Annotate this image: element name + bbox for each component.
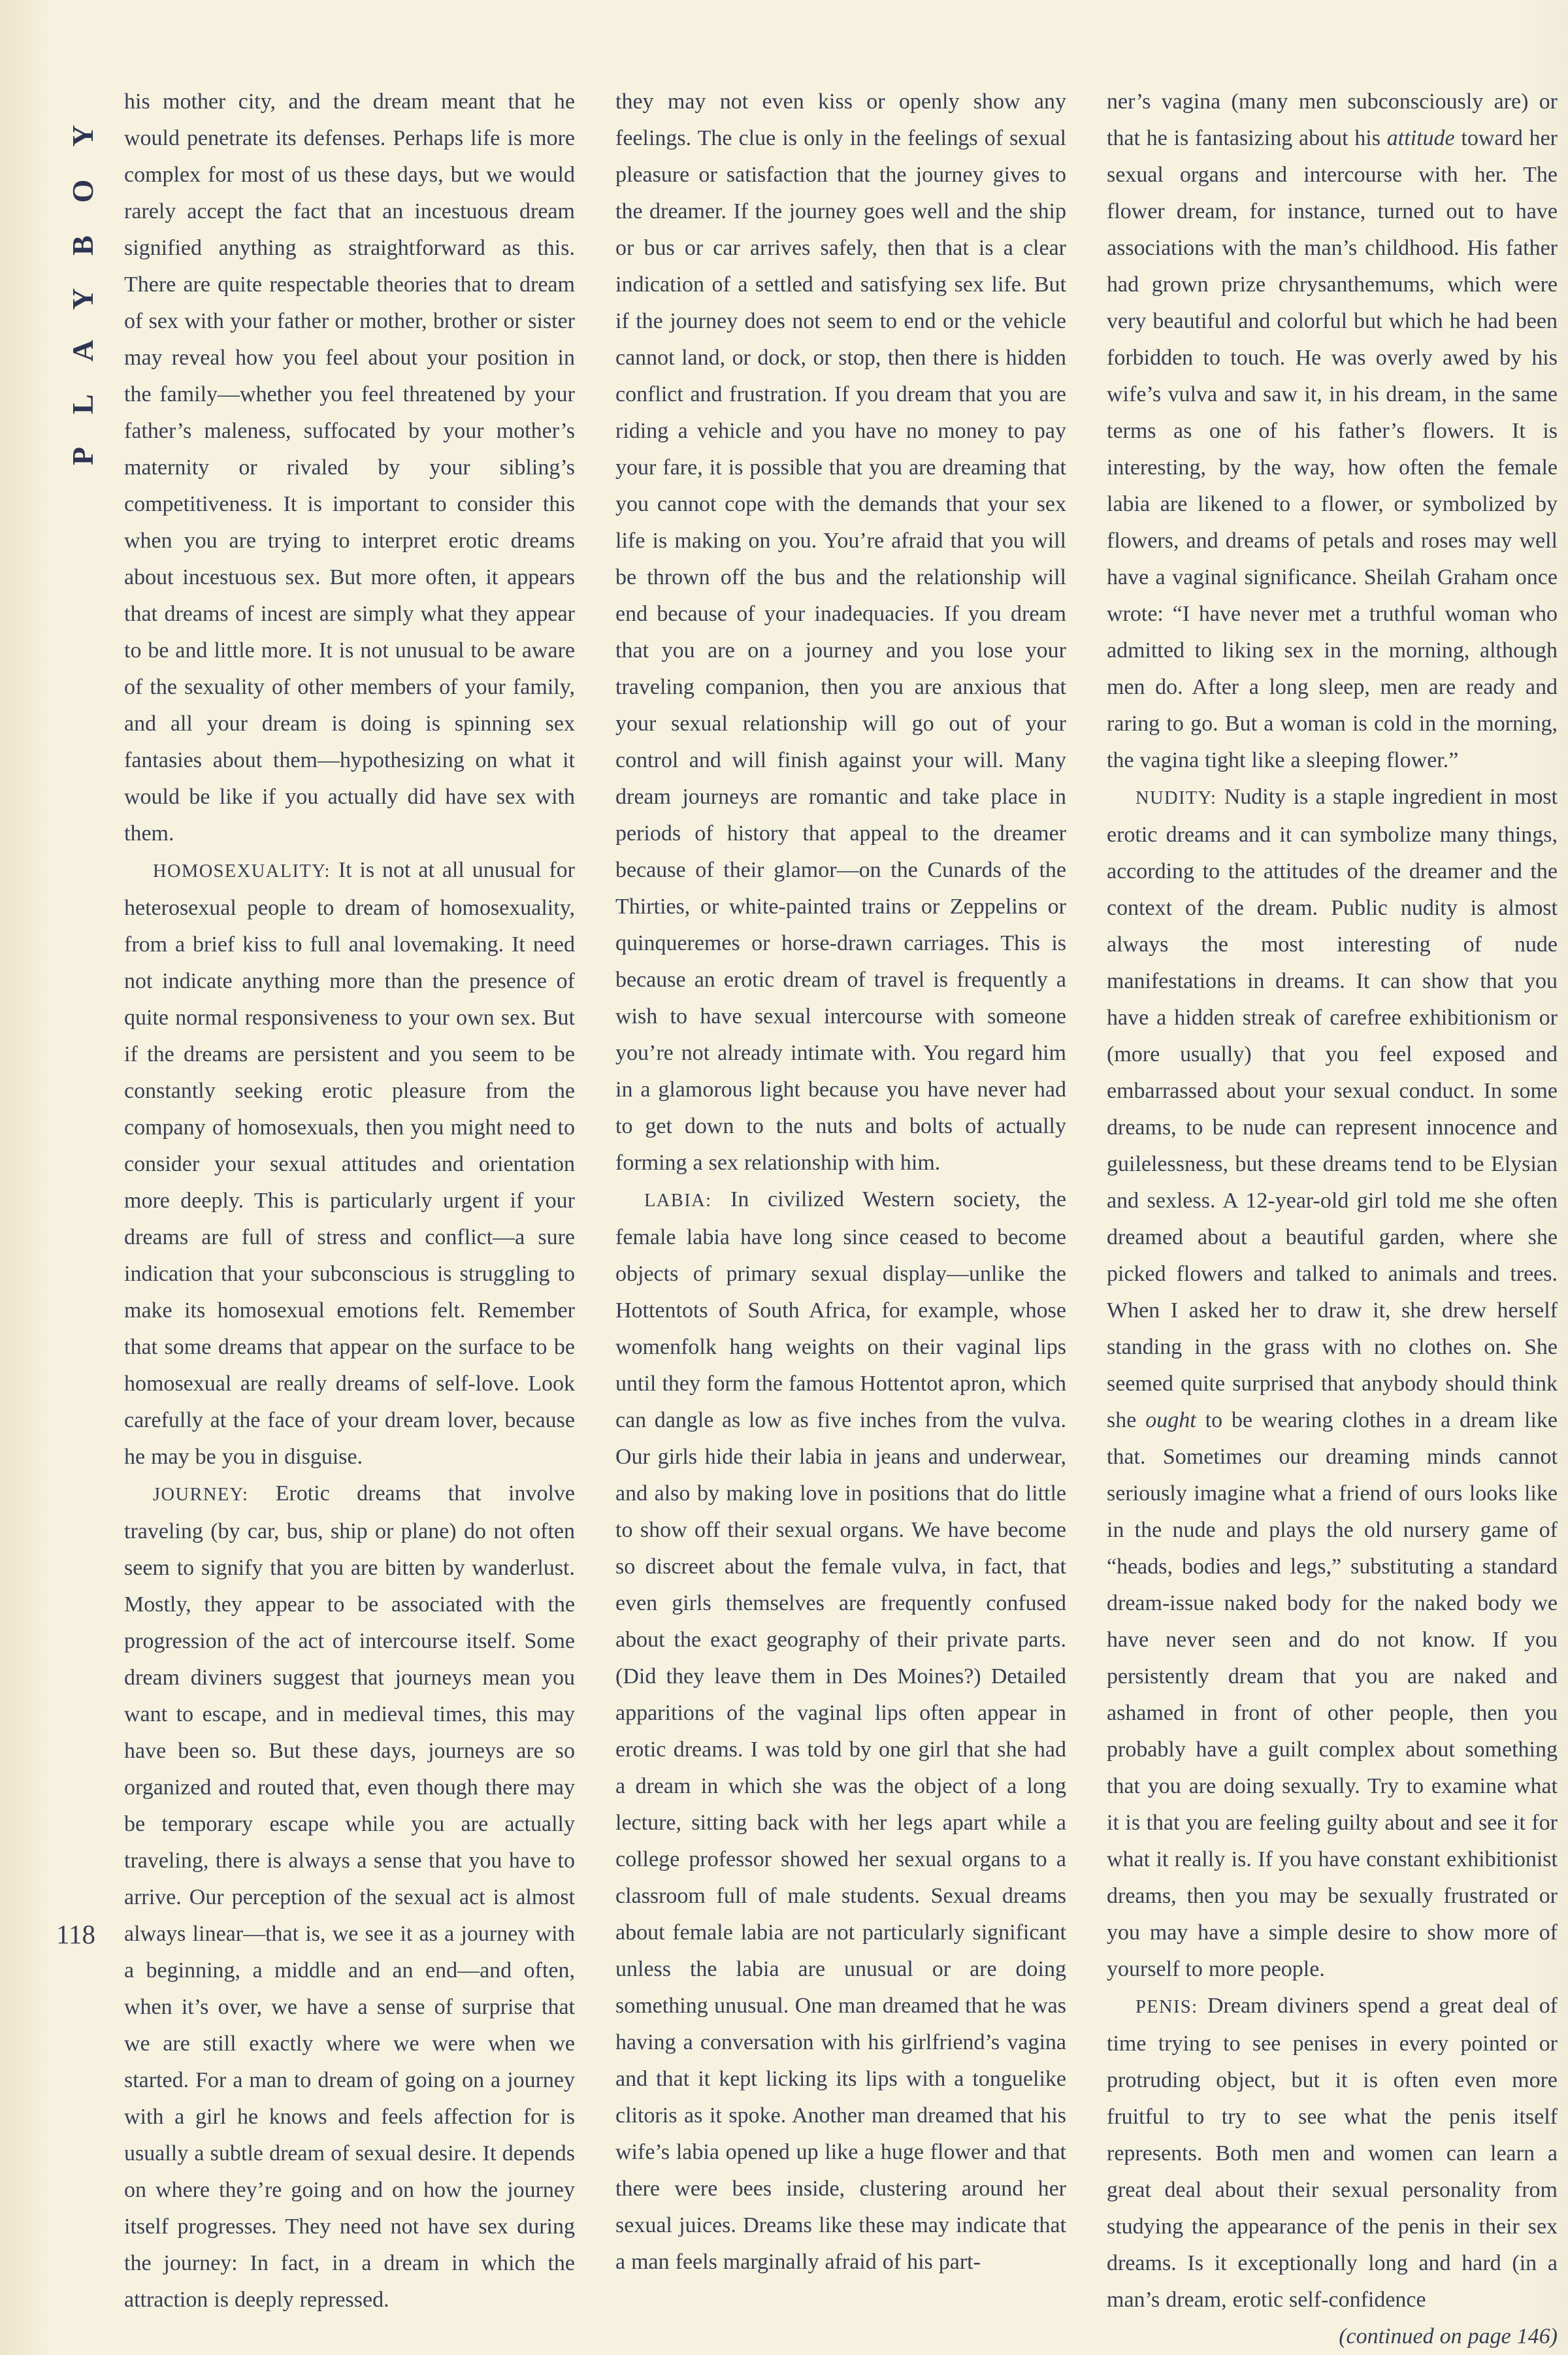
paragraph: LABIA: In civilized Western society, the female labia have long since ceased to become objects of primary sexual display—unlike the Hottentots of South Africa, for example, whose womenfolk hang weights on their vaginal lips until they form the famous Hottentot apron, which can dangle as low as five inches from the vulva. Our girls hide their labia in jeans and underwear, and also by making love in positions that do little to show off their sexual organs. We have become so discreet about the female vulva, in fact, that even girls themselves are frequently confused about the exact geography of their private parts. (Did they leave them in Des Moines?) Detailed apparitions of the vaginal lips often appear in erotic dreams. I was told by one girl that she had a dream in which she was the object of a long lecture, sitting back with her legs apart while a college professor showed her sexual organs to a classroom full of male students. Sexual dreams about female labia are not particularly significant unless the labia are unusual or are doing something unusual. One man dreamed that he was having a conversation with his girlfriend’s vagina and that it kept licking its lips with a tonguelike clitoris as it spoke. Another man dreamed that his wife’s labia opened up like a huge flower and that there were bees inside, clustering around her sexual juices. Dreams like these may indicate that a man feels marginally afraid of his part- (615, 1187, 1066, 2274)
entry-term: PENIS: (1135, 1997, 1207, 2017)
entry-term: LABIA: (644, 1191, 731, 1211)
paragraph: they may not even kiss or openly show any feelings. The clue is only in the feelings of sexual pleasure or satisfaction that the journey gives to the dreamer. If the journey goes well and the ship or bus or car arrives safely, then that is a clear indication of a settled and satisfying sex life. But if the journey does not seem to end or the vehicle cannot land, or dock, or stop, then there is hidden conflict and frustration. If you dream that you are riding a vehicle and you have no money to pay your fare, it is possible that you are dreaming that you cannot cope with the demands that your sex life is making on you. You’re afraid that you will be thrown off the bus and the relationship will end because of your inadequacies. If you dream that you are on a journey and you lose your traveling companion, then you are anxious that your sexual relationship will go out of your control and will finish against your will. Many dream journeys are romantic and take place in periods of history that appeal to the dreamer because of their glamor—on the Cunards of the Thirties, or white-painted trains or Zeppelins or quinqueremes or horse-drawn carriages. This is because an erotic dream of travel is frequently a wish to have sexual intercourse with someone you’re not already intimate with. You regard him in a glamorous light because you have never had to get down to the nuts and bolts of actually forming a sex relationship with him. (615, 90, 1066, 1175)
page-number: 118 (56, 1919, 95, 1949)
paragraph: NUDITY: Nudity is a staple ingredient in most erotic dreams and it can symbolize many things, according to the attitudes of the dreamer and the context of the dream. Public nudity is almost always the most interesting of nude manifestations in dreams. It can show that you have a hidden streak of carefree exhibitionism or (more usually) that you feel exposed and embarrassed about your sexual conduct. In some dreams, to be nude can represent innocence and guilelessness, but these dreams tend to be Elysian and sexless. A 12-year-old girl told me she often dreamed about a beautiful garden, where she picked flowers and talked to animals and trees. When I asked her to draw it, she drew herself standing in the grass with no clothes on. She seemed quite surprised that anybody should think she ought to be wearing clothes in a dream like that. Sometimes our dreaming minds cannot seriously imagine what a friend of ours looks like in the nude and plays the old nursery game of “heads, bodies and legs,” substituting a standard dream-issue naked body for the naked body we have never seen and do not know. If you persistently dream that you are naked and ashamed in front of other people, then you probably have a guilt complex about something that you are doing sexually. Try to examine what it is that you are feeling guilty about and see it for what it really is. If you have constant exhibitionist dreams, then you may be sexually frustrated or you may have a simple desire to show more of yourself to more people. (1107, 785, 1558, 1981)
text-column-3 (1107, 84, 1558, 2355)
entry-term: JOURNEY: (153, 1485, 276, 1505)
paragraph: his mother city, and the dream meant that he would penetrate its defenses. Perhaps life is more complex for most of us these days, but we would rarely accept the fact that an incestuous dream signified anything as straightforward as this. There are quite respectable theories that to dream of sex with your father or mother, brother or sister may reveal how you feel about your position in the family—whether you feel threatened by your father’s maleness, suffocated by your mother’s maternity or rivaled by your sibling’s competitiveness. It is important to consider this when you are trying to interpret erotic dreams about incestuous sex. But more often, it appears that dreams of incest are simply what they appear to be and little more. It is not unusual to be aware of the sexuality of other members of your family, and all your dream is doing is spinning sex fantasies about them—hypothesizing on what it would be like if you actually did have sex with them. (124, 90, 575, 846)
magazine-spine-title: PLAYBOY (66, 92, 99, 465)
entry-term: HOMOSEXUALITY: (153, 861, 338, 881)
paragraph: JOURNEY: Erotic dreams that involve traveling (by car, bus, ship or plane) do not often seem to signify that you are bitten by wanderlust. Mostly, they appear to be associated with the progression of the act of intercourse itself. Some dream diviners suggest that journeys mean you want to escape, and in medieval times, this may have been so. But these days, journeys are so organized and routed that, even though there may be temporary escape while you are actually traveling, there is always a sense that you have to arrive. Our perception of the sexual act is almost always linear—that is, we see it as a journey with a beginning, a middle and an end—and often, when it’s over, we have a sense of surprise that we are still exactly where we were when we started. For a man to dream of going on a journey with a girl he knows and feels affection for is usually a subtle dream of sexual desire. It depends on where they’re going and on how the journey itself progresses. They need not have sex during the journey: In fact, in a dream in which the attraction is deeply repressed. (124, 1481, 575, 2312)
paragraph: ner’s vagina (many men subconsciously are) or that he is fantasizing about his attitude toward her sexual organs and intercourse with her. The flower dream, for instance, turned out to have associations with the man’s childhood. His father had grown prize chrysanthemums, which were very beautiful and colorful but which he had been forbidden to touch. He was overly awed by his wife’s vulva and saw it, in his dream, in the same terms as one of his father’s flowers. It is interesting, by the way, how often the female labia are likened to a flower, or symbolized by flowers, and dreams of petals and roses may well have a vaginal significance. Sheilah Graham once wrote: “I have never met a truthful woman who admitted to liking sex in the morning, although men do. After a long sleep, men are ready and raring to go. But a woman is cold in the morning, the vagina tight like a sleeping flower.” (1107, 90, 1558, 772)
entry-term: NUDITY: (1135, 788, 1224, 808)
paragraph: HOMOSEXUALITY: It is not at all unusual for heterosexual people to dream of homosexuality, from a brief kiss to full anal lovemaking. It need not indicate anything more than the presence of quite normal responsiveness to your own sex. But if the dreams are persistent and you seem to be constantly seeking erotic pleasure from the company of homosexuals, then you might need to consider your sexual attitudes and orientation more deeply. This is particularly urgent if your dreams are full of stress and conflict—a sure indication that your subconscious is struggling to make its homosexual emotions felt. Remember that some dreams that appear on the surface to be homosexual are really dreams of self-love. Look carefully at the face of your dream lover, because he may be you in disguise. (124, 858, 575, 1469)
text-column-2 (615, 84, 1066, 2281)
text-column-1 (124, 84, 575, 2318)
paragraph: (continued on page 146) (1339, 2324, 1558, 2348)
paragraph: PENIS: Dream diviners spend a great deal of time trying to see penises in every pointed or protruding object, but it is often even more fruitful to try to see what the penis itself represents. Both men and women can learn a great deal about their sexual personality from studying the appearance of the penis in their sex dreams. Is it exceptionally long and hard (in a man’s dream, erotic self-confidence (1107, 1994, 1558, 2312)
